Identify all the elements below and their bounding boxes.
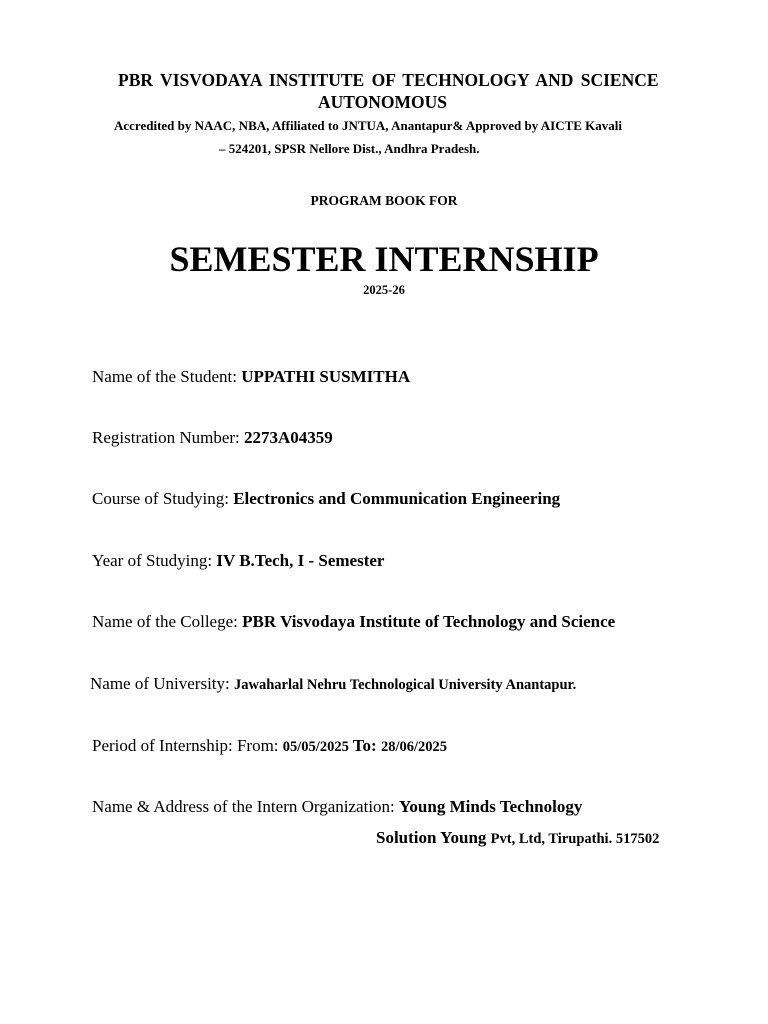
institute-status: AUTONOMOUS [318,92,447,112]
college-row [92,612,615,632]
period-to-value: 28/06/2025 [380,739,448,755]
year-value: IV B.Tech, I - Semester [216,551,385,570]
period-from-value: 05/05/2025 [282,739,349,755]
organization-row [92,797,582,817]
registration-label: Registration Number: [92,428,245,447]
accreditation-line-2: – 524201, SPSR Nellore Dist., Andhra Pradesh. [219,141,480,156]
academic-year: 2025-26 [363,283,405,297]
organization-address [376,828,659,848]
organization-name-line-2: Solution Young [376,828,491,847]
course-label: Course of Studying: [92,489,234,508]
accreditation-line-1: Accredited by NAAC, NBA, Affiliated to JNTUA, Anantapur& Approved by AICTE Kavali [114,118,623,133]
organization-name-line-1: Young Minds Technology [399,797,583,816]
college-label: Name of the College: [92,612,243,631]
course-value: Electronics and Communication Engineering [233,489,561,508]
student-name-row [92,367,410,387]
student-name-value: UPPATHI SUSMITHA [241,367,411,386]
course-row [92,489,560,509]
institute-name: PBR VISVODAYA INSTITUTE OF TECHNOLOGY AND SCIENCE [118,70,659,90]
period-row [92,736,447,756]
organization-address-detail: Pvt, Ltd, Tirupathi. 517502 [490,831,660,847]
period-to-label: To: [348,736,381,755]
year-label: Year of Studying: [92,551,217,570]
university-value: Jawaharlal Nehru Technological University Anantapur. [234,677,577,693]
period-label: Period of Internship: From: [92,736,283,755]
registration-value: 2273A04359 [244,428,333,447]
document-title: SEMESTER INTERNSHIP [169,239,599,279]
year-row [92,551,384,571]
college-value: PBR Visvodaya Institute of Technology and Science [242,612,616,631]
university-label: Name of University: [90,674,234,693]
organization-label: Name & Address of the Intern Organization: [92,797,400,816]
university-row [90,674,576,694]
student-name-label: Name of the Student: [92,367,242,386]
registration-row [92,428,333,448]
program-book-label: PROGRAM BOOK FOR [310,193,458,208]
